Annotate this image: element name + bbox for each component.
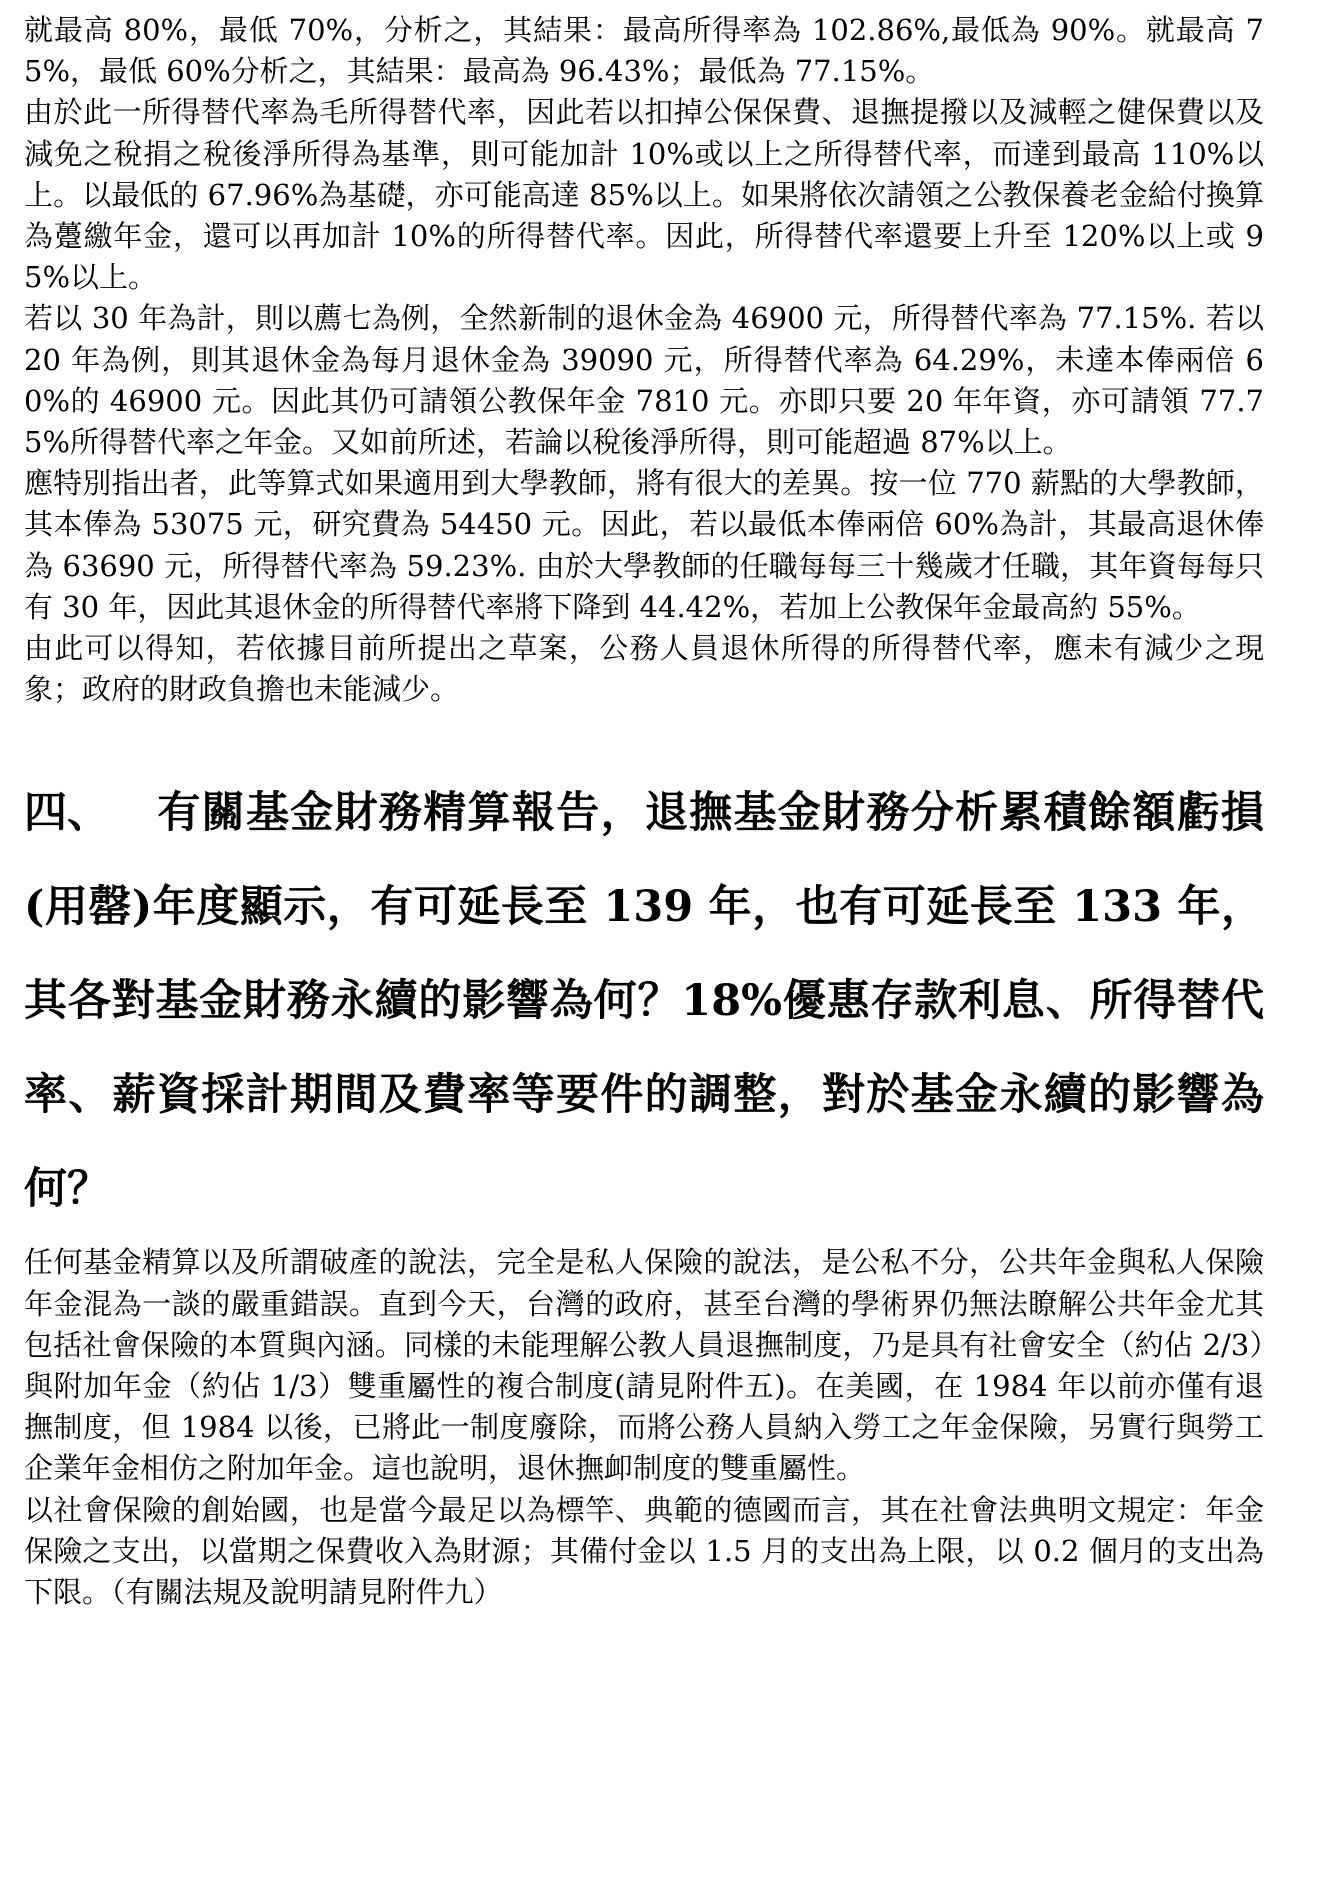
paragraph-7: 以社會保險的創始國，也是當今最足以為標竿、典範的德國而言，其在社會法典明文規定：年金保險之支出，以當期之保費收入為財源；其備付金以 1.5 月的支出為上限，以 0.2 個月的支出為下限。（有關法規及說明請見附件九） [24, 1492, 1264, 1610]
section-number: 四、 [24, 788, 110, 839]
section-heading [24, 766, 1264, 1236]
section-heading-text: 有關基金財務精算報告，退撫基金財務分析累積餘額虧損(用罄)年度顯示，有可延長至 139 年，也有可延長至 133 年，其各對基金財務永續的影響為何？18%優惠存款利息、所得替代率、薪資採計期間及費率等要件的調整，對於基金永續的影響為何？ [24, 788, 1264, 1215]
paragraph-6: 任何基金精算以及所謂破產的說法，完全是私人保險的說法，是公私不分，公共年金與私人保險年金混為一談的嚴重錯誤。直到今天，台灣的政府，甚至台灣的學術界仍無法瞭解公共年金尤其包括社會保險的本質與內涵。同樣的未能理解公教人員退撫制度，乃是具有社會安全（約佔 2/3）與附加年金（約佔 1/3）雙重屬性的複合制度(請見附件五)。在美國，在 1984 年以前亦僅有退撫制度，但 1984 以後，已將此一制度廢除，而將公務人員納入勞工之年金保險，另實行與勞工企業年金相仿之附加年金。這也說明，退休撫卹制度的雙重屬性。 [24, 1245, 1264, 1486]
paragraph-3: 若以 30 年為計，則以薦七為例，全然新制的退休金為 46900 元，所得替代率為 77.15%. 若以 20 年為例，則其退休金為每月退休金為 39090 元，所得替代率為 64.29%，未達本俸兩倍 60%的 46900 元。因此其仍可請領公教保年金 7810 元。亦即只要 20 年年資，亦可請領 77.75%所得替代率之年金。又如前所述，若論以稅後淨所得，則可能超過 87%以上。 [24, 301, 1264, 460]
document-page [24, 10, 1264, 1613]
paragraph-4: 應特別指出者，此等算式如果適用到大學教師，將有很大的差異。按一位 770 薪點的大學教師，其本俸為 53075 元，研究費為 54450 元。因此，若以最低本俸兩倍 60%為計，其最高退休俸為 63690 元，所得替代率為 59.23%. 由於大學教師的任職每每三十幾歲才任職，其年資每每只有 30 年，因此其退休金的所得替代率將下降到 44.42%，若加上公教保年金最高約 55%。 [24, 466, 1264, 624]
paragraph-1: 就最高 80%，最低 70%，分析之，其結果：最高所得率為 102.86%,最低為 90%。就最高 75%，最低 60%分析之，其結果：最高為 96.43%；最低為 77.15%。 [24, 13, 1264, 89]
paragraph-5: 由此可以得知，若依據目前所提出之草案，公務人員退休所得的所得替代率，應未有減少之現象；政府的財政負擔也未能減少。 [24, 631, 1264, 707]
paragraph-2: 由於此一所得替代率為毛所得替代率，因此若以扣掉公保保費、退撫提撥以及減輕之健保費以及減免之稅捐之稅後淨所得為基準，則可能加計 10%或以上之所得替代率，而達到最高 110%以上。以最低的 67.96%為基礎，亦可能高達 85%以上。如果將依次請領之公教保養老金給付換算為躉繳年金，還可以再加計 10%的所得替代率。因此，所得替代率還要上升至 120%以上或 95%以上。 [24, 95, 1264, 295]
